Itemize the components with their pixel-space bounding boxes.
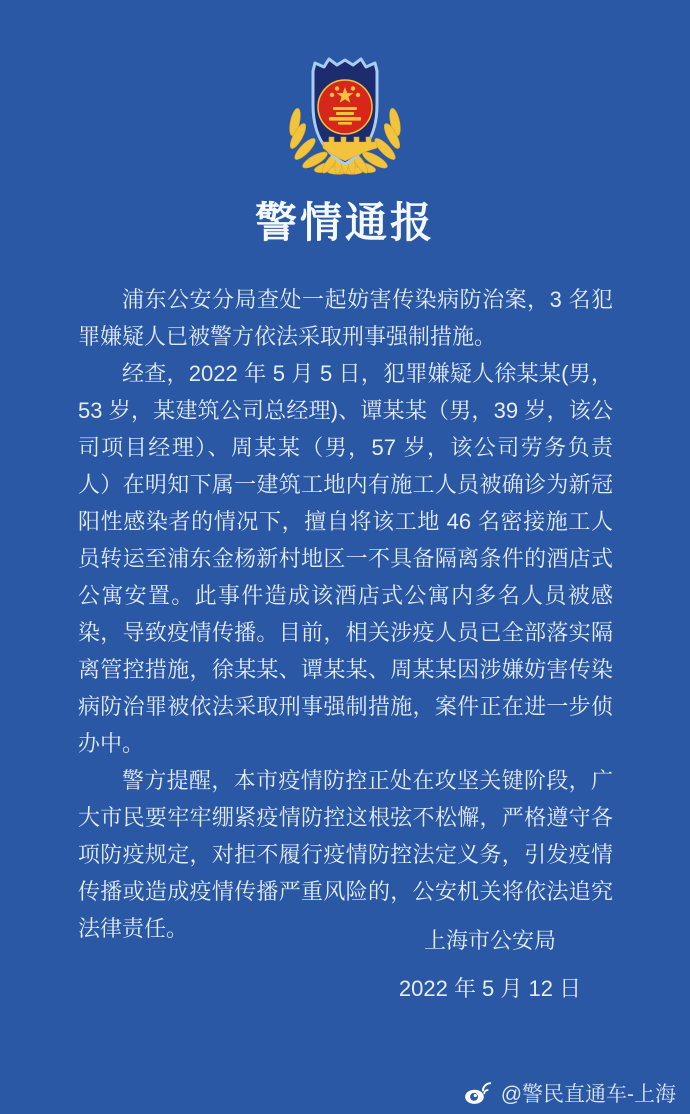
notice-signature bbox=[345, 924, 635, 1006]
notice-title: 警情通报 bbox=[254, 199, 435, 246]
watermark-text: @警民直通车-上海 bbox=[500, 1083, 676, 1106]
watermark bbox=[460, 1078, 676, 1108]
police-emblem-icon bbox=[270, 50, 420, 180]
notice-paragraph-1: 浦东公安分局查处一起妨害传染病防治案，3 名犯罪嫌疑人已被警方依法采取刑事强制措施。 bbox=[78, 287, 613, 349]
notice-paragraph-2: 经查，2022 年 5 月 5 日，犯罪嫌疑人徐某某(男，53 岁，某建筑公司总经理)、谭某某（男，39 岁，该公司项目经理）、周某某（男，57 岁，该公司劳务负责人）在明知下属一建筑工地内有施工人员被确诊为新冠阳性感染者的情况下，擅自将该工地 46 名密接施工人员转运至浦东金杨新村地区一不具备隔离条件的酒店式公寓安置。此事件造成该酒店式公寓内多名人员被感染，导致疫情传播。目前，相关涉疫人员已全部落实隔离管控措施，徐某某、谭某某、周某某因涉嫌妨害传染病防治罪被依法采取刑事强制措施，案件正在进一步侦办中。 bbox=[78, 361, 613, 756]
notice-paragraph-3: 警方提醒，本市疫情防控正处在攻坚关键阶段，广大市民要牢牢绷紧疫情防控这根弦不松懈，严格遵守各项防疫规定，对拒不履行疫情防控法定义务，引发疫情传播或造成疫情传播严重风险的，公安机关将依法追究法律责任。 bbox=[78, 768, 613, 941]
notice-body bbox=[78, 281, 613, 947]
weibo-icon bbox=[460, 1079, 494, 1107]
issuer-name: 上海市公安局 bbox=[423, 928, 556, 953]
issue-date: 2022 年 5 月 12 日 bbox=[398, 976, 582, 1001]
